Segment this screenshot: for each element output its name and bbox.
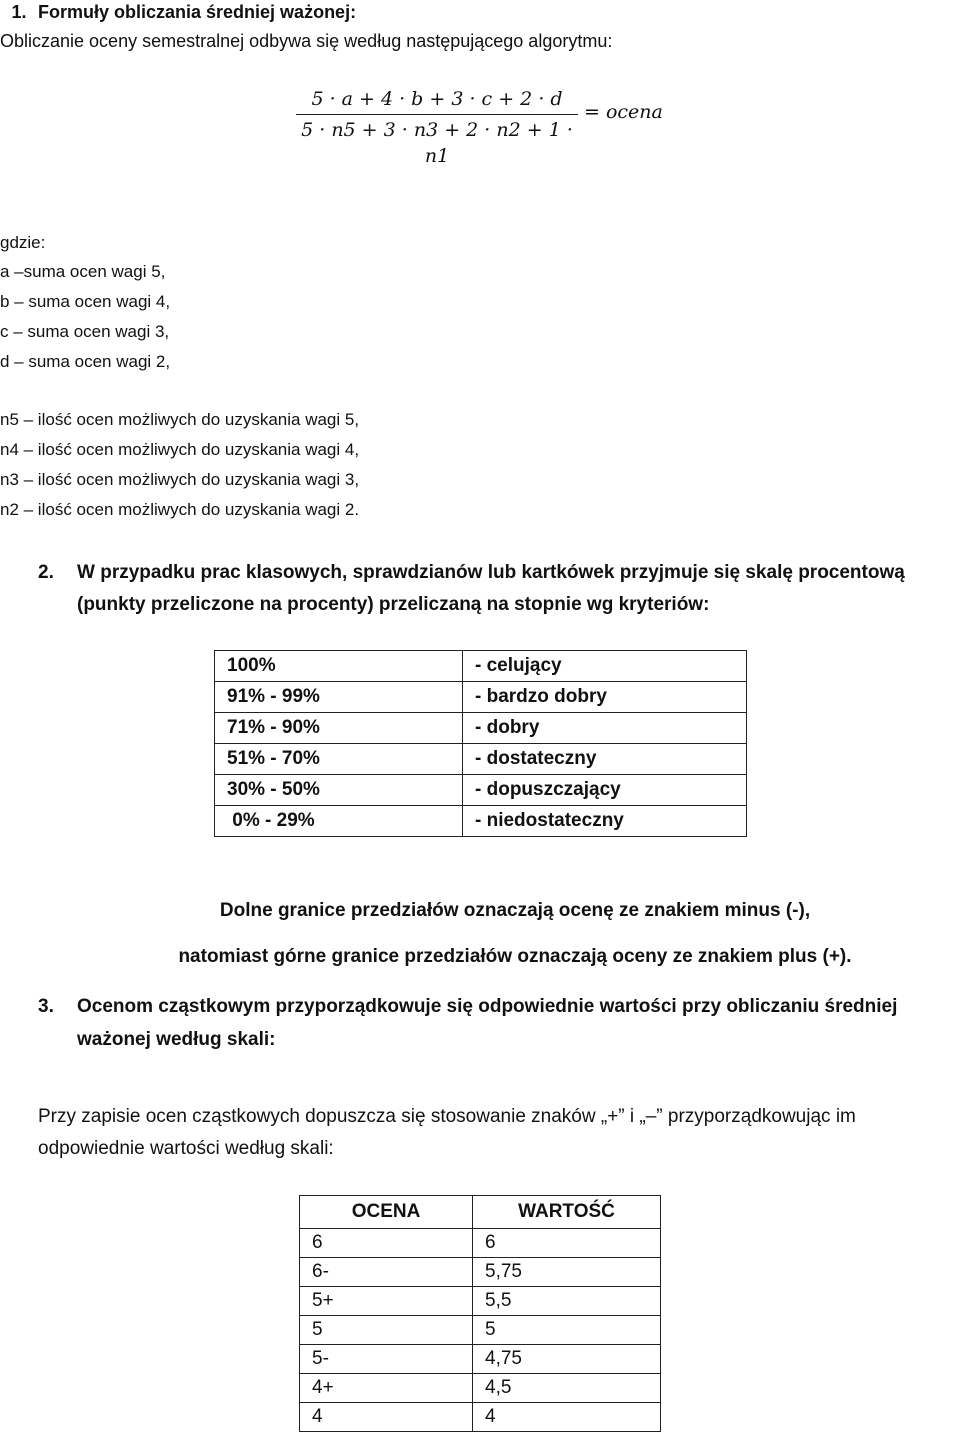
section3-text: Ocenom cząstkowym przyporządkowuje się odpowiednie wartości przy obliczaniu średniej ważonej według skali: [77, 996, 898, 1050]
definition-item: d – suma ocen wagi 2, [0, 352, 171, 371]
range-cell: 30% - 50% [215, 775, 463, 806]
fraction-bar [296, 114, 578, 115]
definitions-counts [0, 405, 359, 525]
table-row [215, 651, 747, 682]
grade-cell: 5 [300, 1316, 473, 1345]
grade-cell: - niedostateczny [463, 806, 747, 837]
section2-text: W przypadku prac klasowych, sprawdzianów lub kartkówek przyjmuje się skalę procentową (punkty przeliczone na procenty) przeliczaną na stopnie wg kryteriów: [77, 562, 905, 615]
section2-heading [38, 557, 938, 621]
grade-value-table [299, 1195, 661, 1432]
section1-intro: Obliczanie oceny semestralnej odbywa się według następującego algorytmu: [0, 31, 613, 51]
note-upper-bounds: natomiast górne granice przedziałów oznaczają oceny ze znakiem plus (+). [178, 946, 852, 967]
grade-cell: 5- [300, 1345, 473, 1374]
formula-denominator: 5 · n5 + 3 · n3 + 2 · n2 + 1 · n1 [301, 119, 573, 167]
value-cell: 4 [473, 1403, 661, 1432]
range-cell: 100% [215, 651, 463, 682]
table-row [300, 1258, 661, 1287]
grade-cell: 6- [300, 1258, 473, 1287]
table-row [215, 775, 747, 806]
grade-cell: - dobry [463, 713, 747, 744]
section3-number: 3. [38, 996, 54, 1017]
range-cell: 71% - 90% [215, 713, 463, 744]
table-row [300, 1403, 661, 1432]
grade-cell: 4 [300, 1403, 473, 1432]
section1-number: 1. [11, 2, 27, 22]
definition-item: n5 – ilość ocen możliwych do uzyskania wagi 5, [0, 410, 360, 429]
table-row [215, 682, 747, 713]
value-cell: 4,5 [473, 1374, 661, 1403]
range-cell: 91% - 99% [215, 682, 463, 713]
value-cell: 5 [473, 1316, 661, 1345]
grade-cell: - bardzo dobry [463, 682, 747, 713]
note-lower-bounds: Dolne granice przedziałów oznaczają ocenę ze znakiem minus (-), [219, 900, 811, 921]
definition-item: a –suma ocen wagi 5, [0, 262, 166, 281]
grade-cell: - dopuszczający [463, 775, 747, 806]
definition-item: b – suma ocen wagi 4, [0, 292, 171, 311]
definition-item: n2 – ilość ocen możliwych do uzyskania wagi 2. [0, 500, 360, 519]
table-row [300, 1229, 661, 1258]
table-row [300, 1316, 661, 1345]
table-row [300, 1345, 661, 1374]
definitions-sums [0, 257, 170, 377]
definition-item: n4 – ilość ocen możliwych do uzyskania wagi 4, [0, 440, 360, 459]
section3-heading [38, 990, 960, 1056]
section1-title: Formuły obliczania średniej ważonej: [38, 2, 357, 22]
value-cell: 6 [473, 1229, 661, 1258]
section1-heading [0, 2, 356, 23]
where-label: gdzie: [0, 233, 46, 252]
percent-scale-table [214, 650, 747, 837]
range-cell: 51% - 70% [215, 744, 463, 775]
table-row [215, 713, 747, 744]
table-row [300, 1287, 661, 1316]
formula-result: = ocena [584, 101, 663, 123]
column-header-grade: OCENA [300, 1196, 473, 1229]
grade-cell: - celujący [463, 651, 747, 682]
grade-cell: 4+ [300, 1374, 473, 1403]
formula-fraction [292, 86, 582, 167]
range-cell: 0% - 29% [215, 806, 463, 837]
value-cell: 5,75 [473, 1258, 661, 1287]
table-row [215, 806, 747, 837]
definition-item: c – suma ocen wagi 3, [0, 322, 170, 341]
table-row [300, 1374, 661, 1403]
definition-item: n3 – ilość ocen możliwych do uzyskania wagi 3, [0, 470, 360, 489]
value-cell: 5,5 [473, 1287, 661, 1316]
formula-numerator: 5 · a + 4 · b + 3 · c + 2 · d [311, 88, 563, 110]
section3-paragraph: Przy zapisie ocen cząstkowych dopuszcza się stosowanie znaków „+” i „–” przyporządkowując im odpowiednie wartości według skali: [38, 1106, 856, 1159]
grade-cell: 6 [300, 1229, 473, 1258]
section2-number: 2. [38, 562, 54, 583]
column-header-value: WARTOŚĆ [473, 1196, 661, 1229]
grade-cell: - dostateczny [463, 744, 747, 775]
table-row [215, 744, 747, 775]
table-header-row [300, 1196, 661, 1229]
grade-cell: 5+ [300, 1287, 473, 1316]
value-cell: 4,75 [473, 1345, 661, 1374]
